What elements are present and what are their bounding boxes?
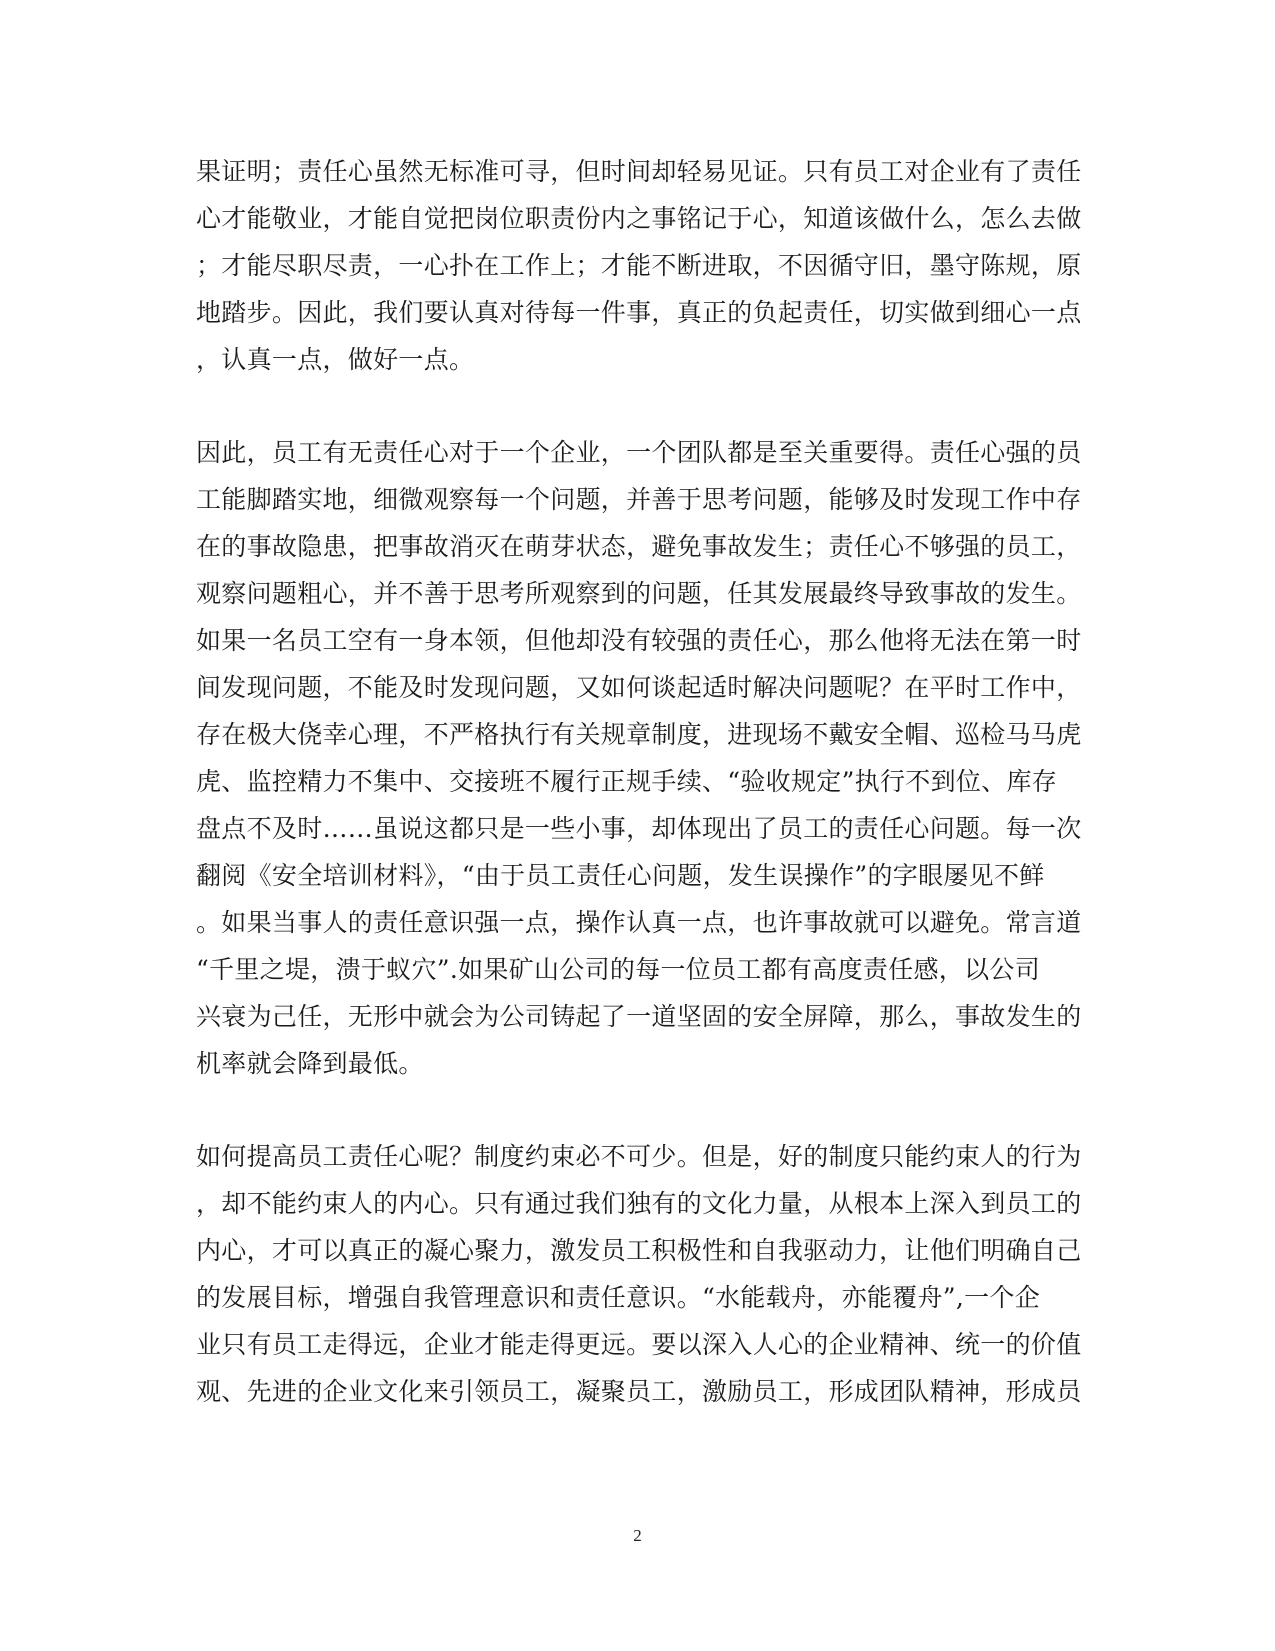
text-line: 兴衰为己任，无形中就会为公司铸起了一道坚固的安全屏障，那么，事故发生的 bbox=[196, 1002, 1082, 1031]
text-line: 观察问题粗心，并不善于思考所观察到的问题，任其发展最终导致事故的发生。 bbox=[196, 579, 1082, 608]
text-line: 盘点不及时……虽说这都只是一些小事，却体现出了员工的责任心问题。每一次 bbox=[196, 814, 1082, 843]
text-line: 机率就会降到最低。 bbox=[196, 1049, 424, 1078]
text-line: 在的事故隐患，把事故消灭在萌芽状态，避免事故发生；责任心不够强的员工， bbox=[196, 532, 1082, 561]
text-line: 果证明；责任心虽然无标准可寻，但时间却轻易见证。只有员工对企业有了责任 bbox=[196, 157, 1082, 186]
text-line: 心才能敬业，才能自觉把岗位职责份内之事铭记于心，知道该做什么，怎么去做 bbox=[196, 204, 1082, 233]
text-line: 翻阅《安全培训材料》，“由于员工责任心问题，发生误操作”的字眼屡见不鲜 bbox=[196, 861, 1045, 890]
text-line: 观、先进的企业文化来引领员工，凝聚员工，激励员工，形成团队精神，形成员 bbox=[196, 1377, 1082, 1406]
page-number: 2 bbox=[633, 1526, 642, 1545]
text-line: 如何提高员工责任心呢？制度约束必不可少。但是，好的制度只能约束人的行为 bbox=[196, 1142, 1082, 1171]
text-line: 因此，员工有无责任心对于一个企业，一个团队都是至关重要得。责任心强的员 bbox=[196, 438, 1082, 467]
text-line: 的发展目标，增强自我管理意识和责任意识。“水能载舟，亦能覆舟”,一个企 bbox=[196, 1283, 1041, 1312]
text-line: 内心，才可以真正的凝心聚力，激发员工积极性和自我驱动力，让他们明确自己 bbox=[196, 1236, 1082, 1265]
text-line: 工能脚踏实地，细微观察每一个问题，并善于思考问题，能够及时发现工作中存 bbox=[196, 485, 1082, 514]
text-line: 地踏步。因此，我们要认真对待每一件事，真正的负起责任，切实做到细心一点 bbox=[196, 298, 1082, 327]
text-line: 。如果当事人的责任意识强一点，操作认真一点，也许事故就可以避免。常言道 bbox=[196, 908, 1082, 937]
text-line: ，却不能约束人的内心。只有通过我们独有的文化力量，从根本上深入到员工的 bbox=[196, 1189, 1082, 1218]
text-line: 虎、监控精力不集中、交接班不履行正规手续、“验收规定”执行不到位、库存 bbox=[196, 767, 1058, 796]
text-line: ；才能尽职尽责，一心扑在工作上；才能不断进取，不因循守旧，墨守陈规，原 bbox=[196, 251, 1082, 280]
text-line: 业只有员工走得远，企业才能走得更远。要以深入人心的企业精神、统一的价值 bbox=[196, 1330, 1082, 1359]
text-line: ，认真一点，做好一点。 bbox=[196, 345, 475, 374]
text-line: 间发现问题，不能及时发现问题，又如何谈起适时解决问题呢？在平时工作中， bbox=[196, 673, 1082, 702]
text-line: 如果一名员工空有一身本领，但他却没有较强的责任心，那么他将无法在第一时 bbox=[196, 626, 1082, 655]
text-line: “千里之堤，溃于蚁穴”.如果矿山公司的每一位员工都有高度责任感，以公司 bbox=[196, 955, 1041, 984]
text-line: 存在极大侥幸心理，不严格执行有关规章制度，进现场不戴安全帽、巡检马马虎 bbox=[196, 720, 1082, 749]
